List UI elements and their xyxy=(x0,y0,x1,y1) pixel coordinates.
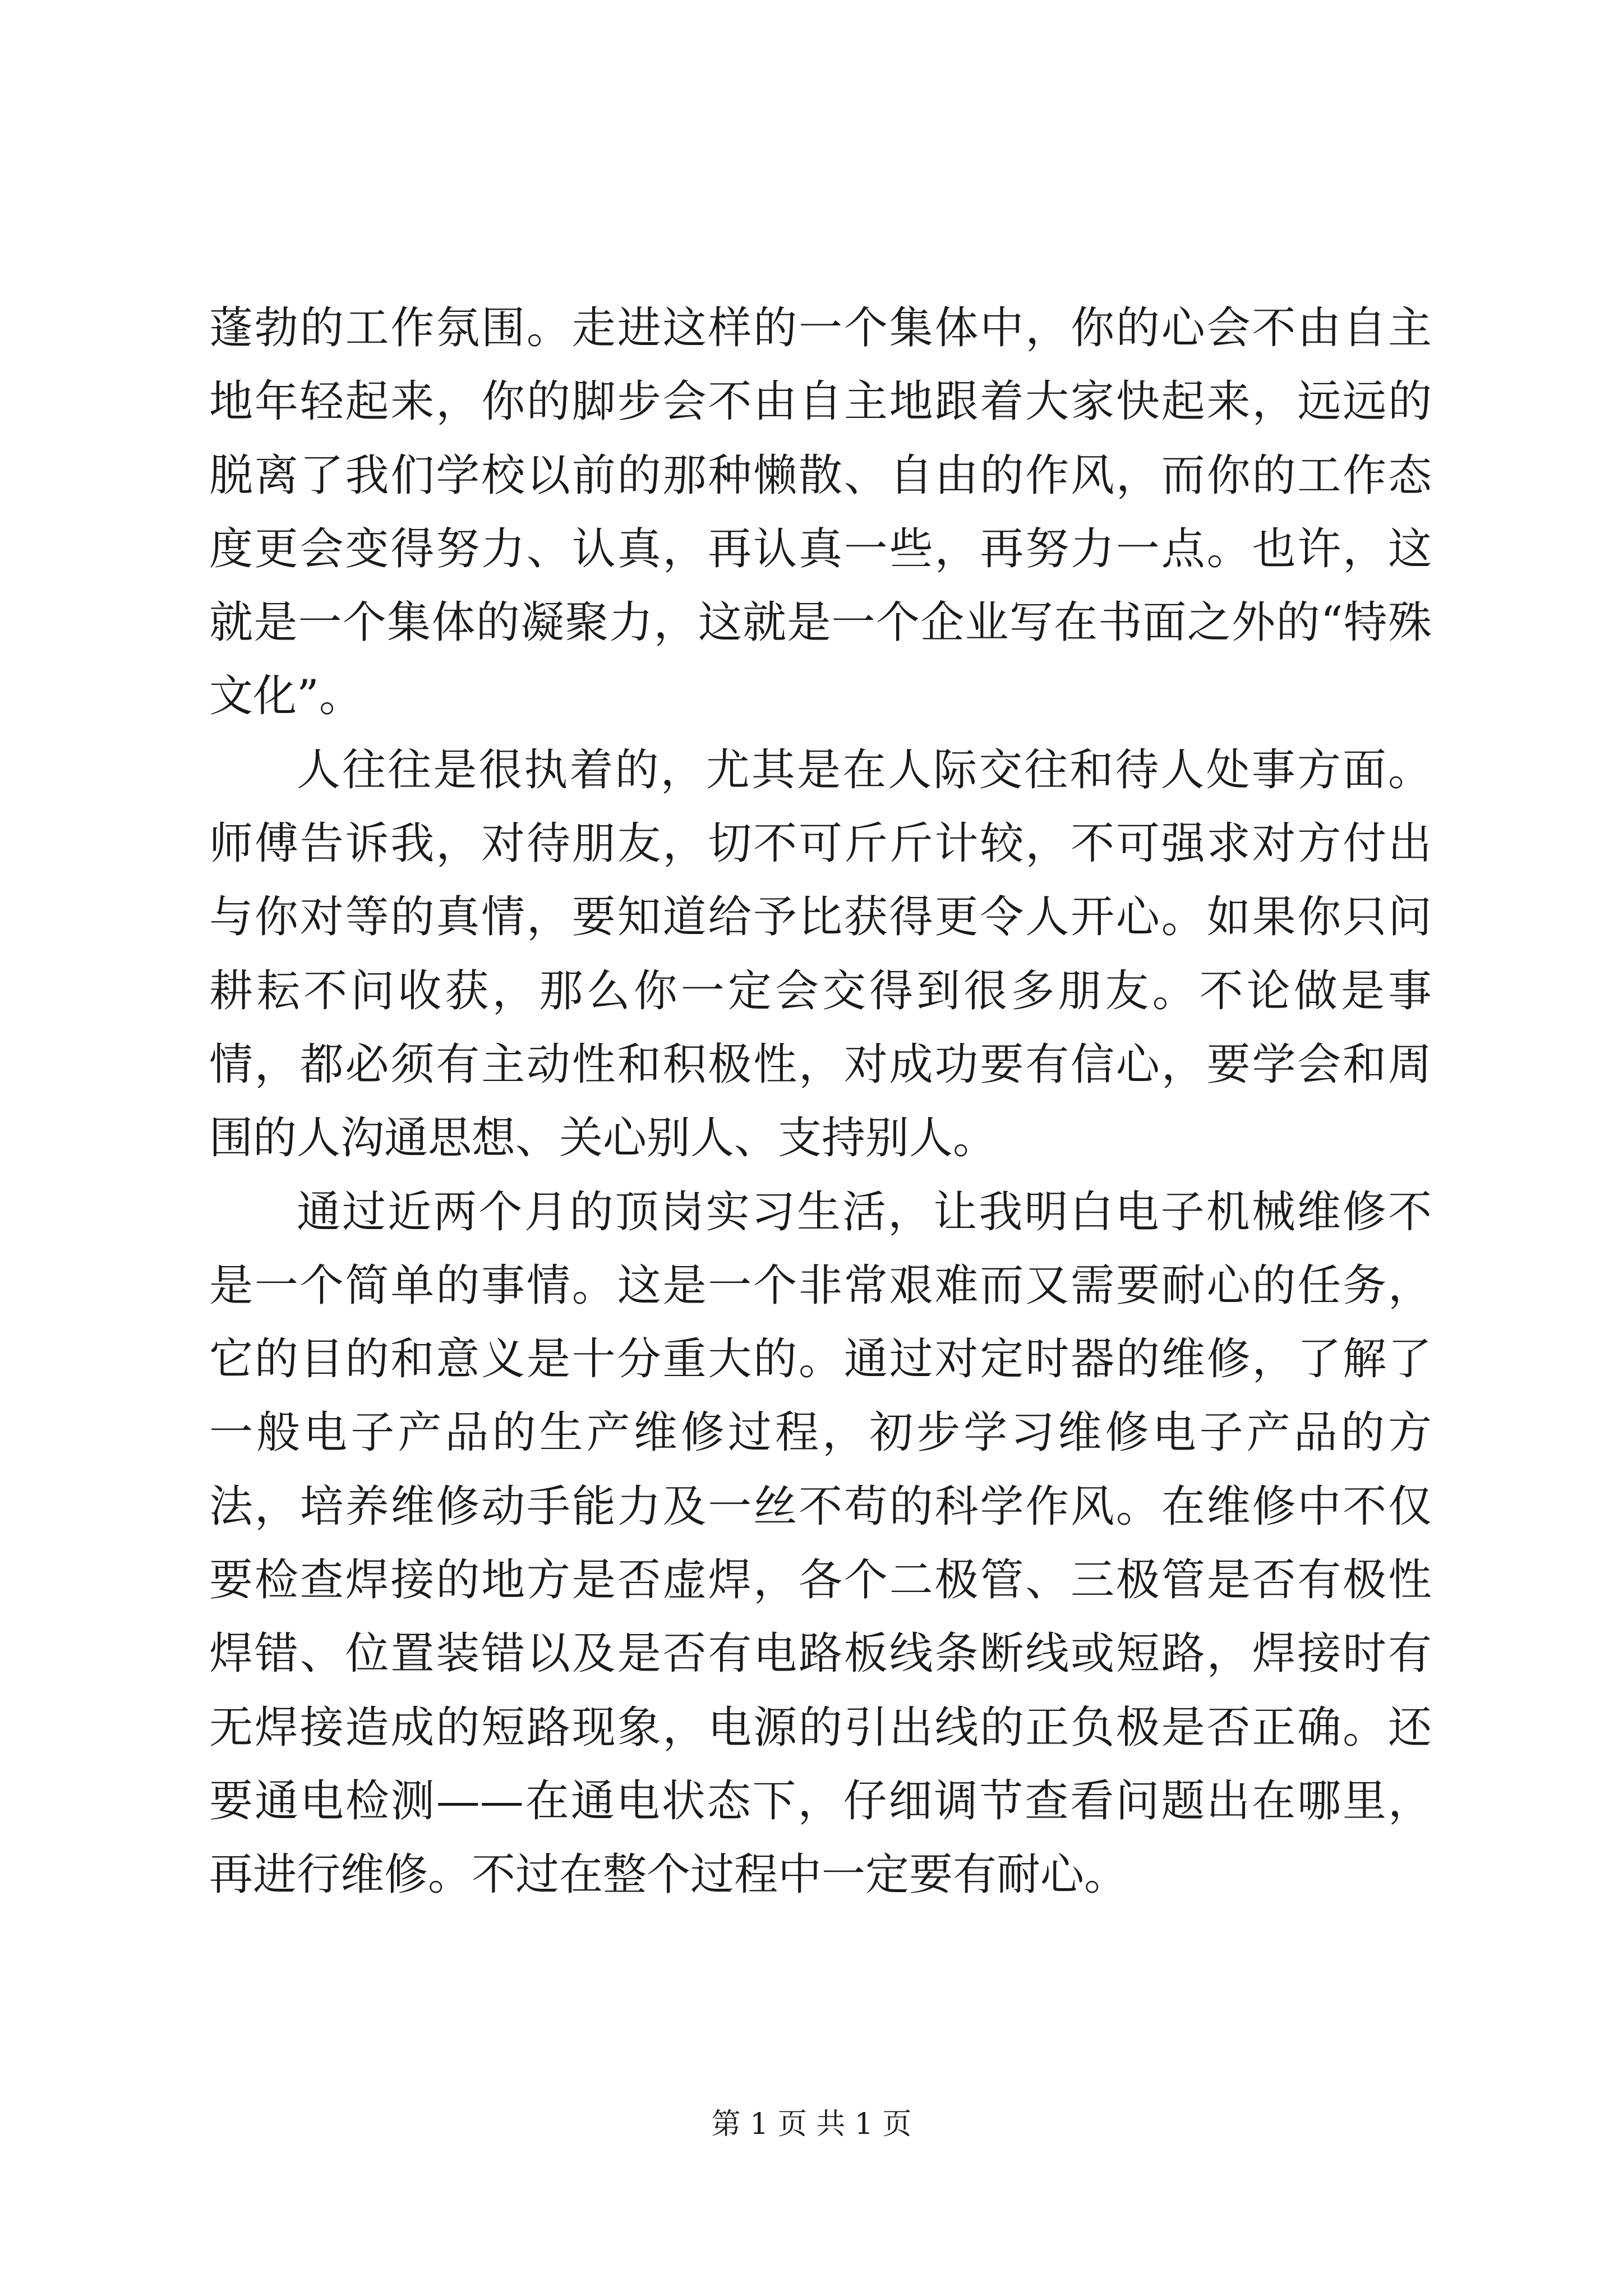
paragraph-1: 蓬勃的工作氛围。走进这样的一个集体中，你的心会不由自主地年轻起来，你的脚步会不由自主地跟着大家快起来，远远的脱离了我们学校以前的那种懒散、自由的作风，而你的工作态度更会变得努力、认真，再认真一些，再努力一点。也许，这就是一个集体的凝聚力，这就是一个企业写在书面之外的“特殊文化”。 xyxy=(209,303,1432,722)
paragraph-2: 人往往是很执着的，尤其是在人际交往和待人处事方面。师傅告诉我，对待朋友，切不可斤斤计较，不可强求对方付出与你对等的真情，要知道给予比获得更令人开心。如果你只问耕耘不问收获，那么你一定会交得到很多朋友。不论做是事情，都必须有主动性和积极性，对成功要有信心，要学会和周围的人沟通思想、关心别人、支持别人。 xyxy=(209,744,1432,1164)
document-body xyxy=(209,292,1432,1912)
page-footer: 第 1 页 共 1 页 xyxy=(711,2108,912,2141)
paragraph-3: 通过近两个月的顶岗实习生活，让我明白电子机械维修不是一个简单的事情。这是一个非常艰难而又需要耐心的任务，它的目的和意义是十分重大的。通过对定时器的维修，了解了一般电子产品的生产维修过程，初步学习维修电子产品的方法，培养维修动手能力及一丝不苟的科学作风。在维修中不仅要检查焊接的地方是否虚焊，各个二极管、三极管是否有极性焊错、位置装错以及是否有电路板线条断线或短路，焊接时有无焊接造成的短路现象，电源的引出线的正负极是否正确。还要通电检测——在通电状态下，仔细调节查看问题出在哪里，再进行维修。不过在整个过程中一定要有耐心。 xyxy=(209,1186,1432,1901)
